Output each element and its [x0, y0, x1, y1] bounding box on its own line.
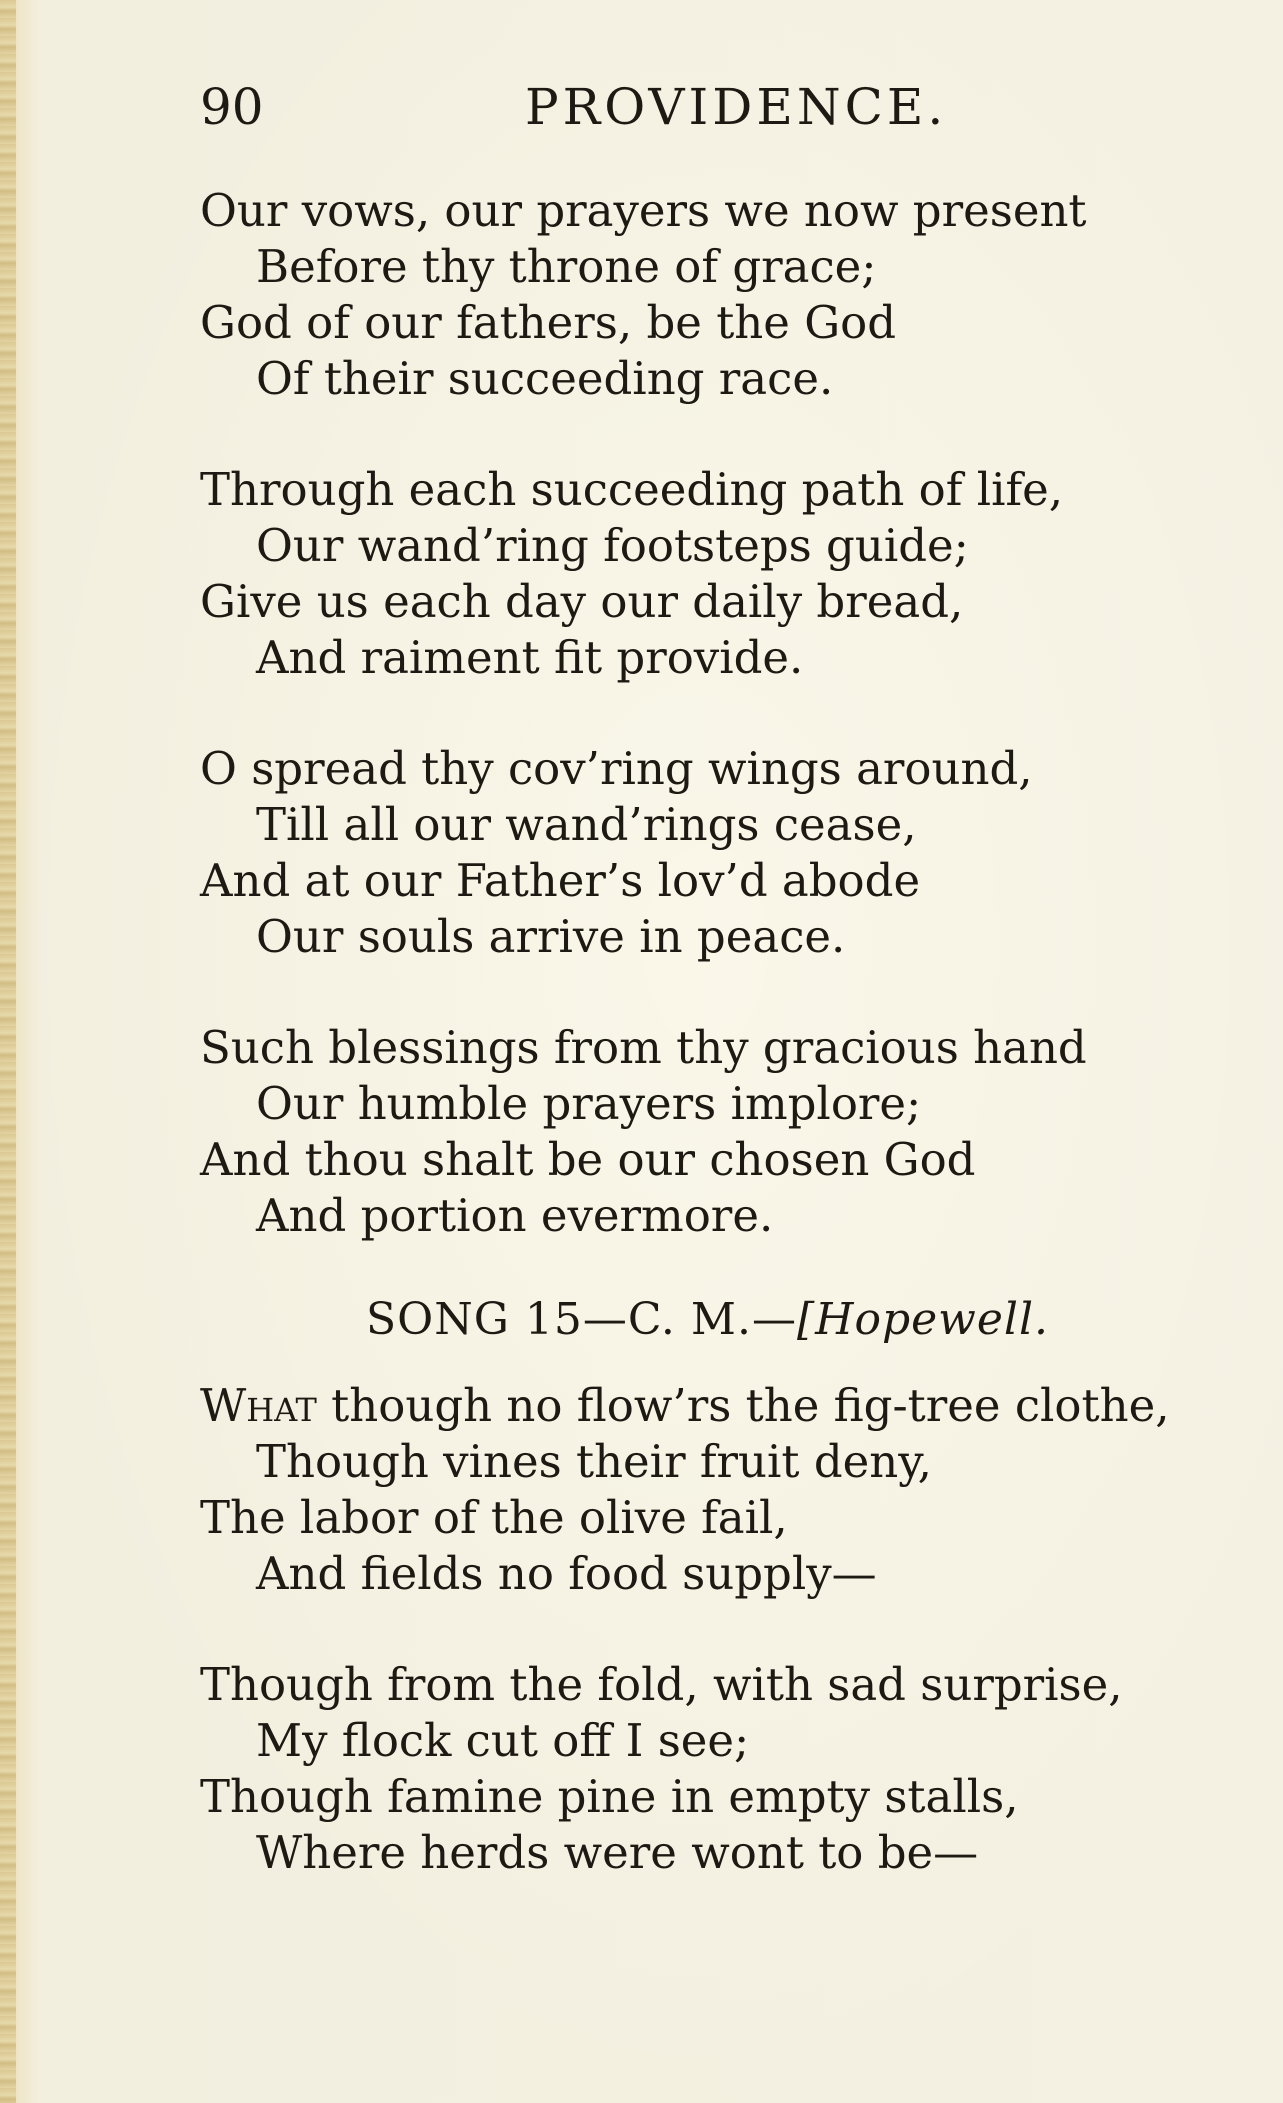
poem-line: Though famine pine in empty stalls, [200, 1770, 1019, 1823]
page-number: 90 [200, 78, 264, 136]
poem-line: Our humble prayers implore; [256, 1077, 922, 1130]
poem-text [200, 183, 1240, 1881]
running-title: PROVIDENCE. [525, 78, 948, 136]
poem-line: The labor of the olive fail, [200, 1491, 788, 1544]
poem-line: Of their succeeding race. [256, 352, 834, 405]
poem-line: And raiment fit provide. [256, 631, 804, 684]
page-header [200, 72, 970, 142]
poem-line: Our souls arrive in peace. [256, 910, 846, 963]
song-number-meter: SONG 15—C. M.— [366, 1294, 797, 1345]
stanza-break [200, 407, 1240, 462]
poem-line: And portion evermore. [256, 1189, 774, 1242]
poem-line: O spread thy cov’ring wings around, [200, 742, 1033, 795]
poem-line: God of our fathers, be the God [200, 296, 897, 349]
poem-line: And fields no food supply— [256, 1547, 877, 1600]
stanza [200, 462, 1240, 686]
poem-line: Before thy throne of grace; [256, 240, 877, 293]
tune-name: [Hopewell. [796, 1294, 1050, 1345]
page-binding-edge [0, 0, 16, 2103]
stanza-break [200, 686, 1240, 741]
poem-line-rest: though no flow’rs the fig-tree clothe, [316, 1379, 1170, 1432]
stanza [200, 1020, 1240, 1244]
poem-line: My flock cut off I see; [256, 1714, 750, 1767]
stanza-break [200, 1602, 1240, 1657]
poem-line: And at our Father’s lov’d abode [200, 854, 921, 907]
stanza [200, 1657, 1240, 1881]
poem-line: And thou shalt be our chosen God [200, 1133, 976, 1186]
stanza-break [200, 965, 1240, 1020]
poem-line: Our vows, our prayers we now present [200, 184, 1087, 237]
poem-line: Where herds were wont to be— [256, 1826, 979, 1879]
song-heading [200, 1290, 1240, 1350]
poem-line: Till all our wand’rings cease, [256, 798, 917, 851]
stanza [200, 183, 1240, 407]
stanza [200, 1378, 1240, 1602]
poem-line: Give us each day our daily bread, [200, 575, 964, 628]
poem-line: Through each succeeding path of life, [200, 463, 1064, 516]
stanza [200, 741, 1240, 965]
poem-line: Such blessings from thy gracious hand [200, 1021, 1087, 1074]
poem-line: Though from the fold, with sad surprise, [200, 1658, 1123, 1711]
poem-line: Though vines their fruit deny, [256, 1435, 932, 1488]
poem-line: Our wand’ring footsteps guide; [256, 519, 969, 572]
poem-line [200, 1378, 1240, 1434]
first-word: What [200, 1379, 317, 1432]
